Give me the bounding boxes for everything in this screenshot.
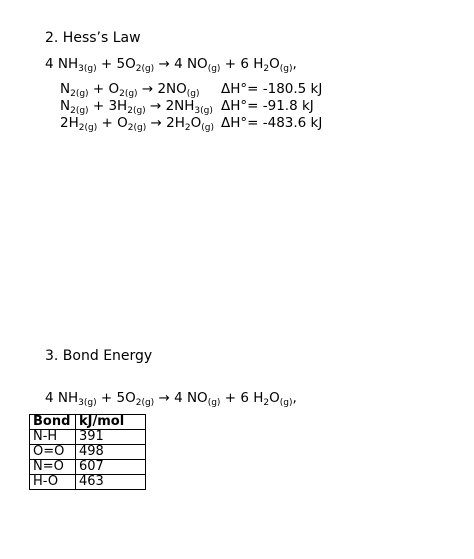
- subscript: (g): [279, 398, 293, 408]
- hess-reaction-row: [60, 98, 322, 114]
- subscript: 2(g): [127, 123, 147, 133]
- bond-cell: H-O: [30, 475, 76, 490]
- hess-reaction-row: [60, 81, 322, 97]
- reaction-equation: $N_{2(g)} + O_{2(g)} \to 2NO_{(g)}$: [60, 81, 200, 99]
- table-row: [30, 430, 146, 445]
- hess-reaction-row: [60, 115, 322, 131]
- bond-energy-overall-equation: 4 $NH_{3(g)} + 5O_{2(g)} \to 4$ $NO_{(g)} + 6$ $H_2O_{(g)}$,: [45, 390, 297, 408]
- subscript: (g): [186, 89, 200, 99]
- energy-cell: 463: [76, 475, 146, 490]
- column-header-bond: Bond: [30, 415, 76, 430]
- reaction-equation: $2H_{2(g)} + O_{2(g)} \to 2H_2O_{(g)}$: [60, 115, 214, 133]
- table-header-row: [30, 415, 146, 430]
- subscript: 2(g): [135, 64, 155, 74]
- energy-cell: 391: [76, 430, 146, 445]
- column-header-kj-mol: kJ/mol: [76, 415, 146, 430]
- subscript: 2(g): [70, 106, 89, 116]
- subscript: 3(g): [194, 106, 213, 116]
- table-row: [30, 460, 146, 475]
- reaction-enthalpy: ΔH°= -180.5 kJ: [221, 81, 323, 97]
- subscript: 2: [184, 123, 191, 133]
- subscript: 2: [263, 398, 270, 408]
- reaction-enthalpy: ΔH°= -483.6 kJ: [221, 115, 323, 131]
- subscript: (g): [207, 398, 221, 408]
- subscript: 2(g): [119, 89, 138, 99]
- bond-energy-title: 3. Bond Energy: [45, 348, 153, 364]
- energy-cell: 498: [76, 445, 146, 460]
- bond-cell: N-H: [30, 430, 76, 445]
- subscript: 3(g): [78, 64, 97, 74]
- subscript: (g): [207, 64, 221, 74]
- subscript: 3(g): [78, 398, 97, 408]
- subscript: 2(g): [78, 123, 98, 133]
- hess-law-title: 2. Hess’s Law: [45, 30, 141, 46]
- subscript: 2(g): [70, 89, 89, 99]
- energy-cell: 607: [76, 460, 146, 475]
- hess-reaction-list: [60, 81, 322, 131]
- subscript: (g): [201, 123, 214, 133]
- hess-overall-equation: 4 $NH_{3(g)} + 5O_{2(g)} \to 4$ $NO_{(g)} + 6$ $H_2O_{(g)}$,: [45, 56, 297, 74]
- subscript: 2: [263, 64, 270, 74]
- table-row: [30, 475, 146, 490]
- subscript: 2(g): [127, 106, 146, 116]
- reaction-enthalpy: ΔH°= -91.8 kJ: [221, 98, 314, 114]
- bond-energy-table: [29, 414, 146, 490]
- bond-cell: O=O: [30, 445, 76, 460]
- subscript: (g): [279, 64, 293, 74]
- reaction-equation: $N_{2(g)} + 3H_{2(g)} \to 2NH_{3(g)}$: [60, 98, 213, 116]
- table-row: [30, 445, 146, 460]
- bond-cell: N=O: [30, 460, 76, 475]
- subscript: 2(g): [135, 398, 155, 408]
